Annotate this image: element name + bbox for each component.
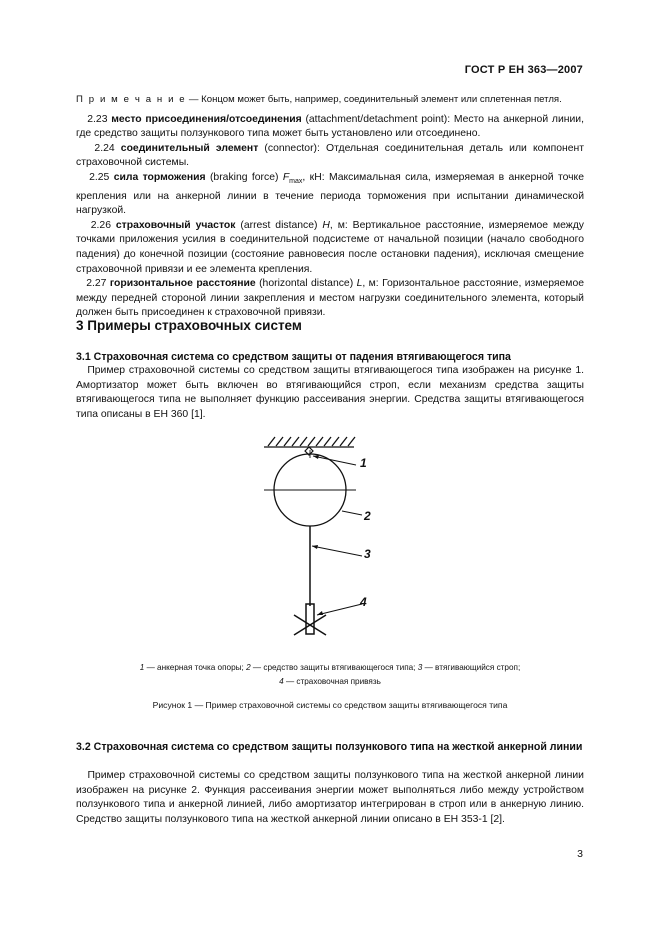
section-3-1-title: 3.1 Страховочная система со средством защиты от падения втягивающегося типа bbox=[76, 351, 511, 363]
figure-1-legend: 1 — анкерная точка опоры; 2 — средство защиты втягивающегося типа; 3 — втягивающийся строп; 4 — страховочная привязь bbox=[139, 663, 521, 686]
section-3-1-text: Пример страховочной системы со средством защиты втягивающегося типа изображен на рисунке 1. Амортизатор может быть включен во втягивающийся строп, если механизм средства защиты втягивающегося типа не выполняет функцию рассеивания энергии. Средства защиты втягивающегося типа описаны в ЕН 360 [1]. bbox=[76, 365, 584, 420]
definition-2-24: 2.24 соединительный элемент (connector): Отдельная соединительная деталь или компонент страховочной системы. bbox=[76, 142, 584, 169]
section-3-title: 3 Примеры страховочных систем bbox=[76, 318, 302, 333]
anchor-ceiling bbox=[264, 437, 355, 447]
definitions-block bbox=[76, 93, 584, 321]
term: соединительный элемент bbox=[120, 142, 259, 154]
symbol: F bbox=[282, 171, 290, 183]
term: страховочный участок bbox=[115, 219, 236, 231]
retractable-device bbox=[264, 450, 356, 526]
leader-lines bbox=[312, 456, 362, 615]
figure-1-caption: Рисунок 1 — Пример страховочной системы со средством защиты втягивающегося типа bbox=[152, 700, 508, 710]
document-header: ГОСТ Р ЕН 363—2007 bbox=[464, 64, 583, 76]
definition-2-26: 2.26 страховочный участок (arrest distance) H, м: Вертикальное расстояние, измеряемое между точками приложения усилия в соединительной подсистеме от начальной позиции (начало свободного падения) до конечной позиции (состояние равновесия после остановки падения), исключая смещение страховочной привязи и ее элемента крепления. bbox=[76, 219, 584, 275]
section-3-2-text: Пример страховочной системы со средством защиты ползункового типа на жесткой анкерной линии изображен на рисунке 2. Функция рассеивания энергии может выполняться либо между устройством ползункового типа и анкерной линией, либо амортизатор интегрирован в строп или в анкерную линию. Средство защиты ползункового типа на жесткой анкерной линии описано в ЕН 353-1 [2]. bbox=[76, 770, 584, 825]
term: горизонтальное расстояние bbox=[109, 278, 256, 290]
label-1: 1 bbox=[360, 456, 367, 470]
symbol-subscript: max bbox=[289, 178, 303, 186]
definition-2-23: 2.23 место присоединения/отсоединения (attachment/detachment point): Место на анкерной линии, где средство защиты ползункового типа может быть установлено или отсоединено. bbox=[76, 113, 584, 140]
section-3-2-title: 3.2 Страховочная система со средством защиты ползункового типа на жесткой анкерной линии bbox=[76, 741, 583, 753]
definition-2-25: 2.25 сила торможения (braking force) $F_{max}$, кН: Максимальная сила, измеряемая в анкерной точке крепления или на анкерной линии в течение периода торможения при испытании динамической нагрузкой. bbox=[76, 171, 584, 217]
symbol: H bbox=[322, 219, 330, 231]
definition-2-27: 2.27 горизонтальное расстояние (horizontal distance) L, м: Горизонтальное расстояние, измеряемое между передней стороной линии закрепления и местом нагрузки соединительного элемента, который должен быть присоединен к страховочной привязи. bbox=[76, 278, 585, 319]
term: место присоединения/отсоединения bbox=[111, 113, 302, 125]
label-3: 3 bbox=[364, 547, 371, 561]
note-label: П р и м е ч а н и е bbox=[76, 94, 187, 105]
note-text: — Концом может быть, например, соединительный элемент или сплетенная петля. bbox=[186, 94, 562, 105]
label-2: 2 bbox=[364, 509, 371, 523]
term: сила торможения bbox=[113, 171, 206, 183]
note-paragraph bbox=[76, 93, 584, 108]
figure-1-diagram bbox=[250, 428, 410, 656]
harness bbox=[294, 604, 326, 635]
symbol: L bbox=[356, 278, 363, 290]
page-number: 3 bbox=[577, 848, 583, 860]
label-4: 4 bbox=[360, 595, 367, 609]
leader-arrowheads bbox=[312, 455, 323, 615]
